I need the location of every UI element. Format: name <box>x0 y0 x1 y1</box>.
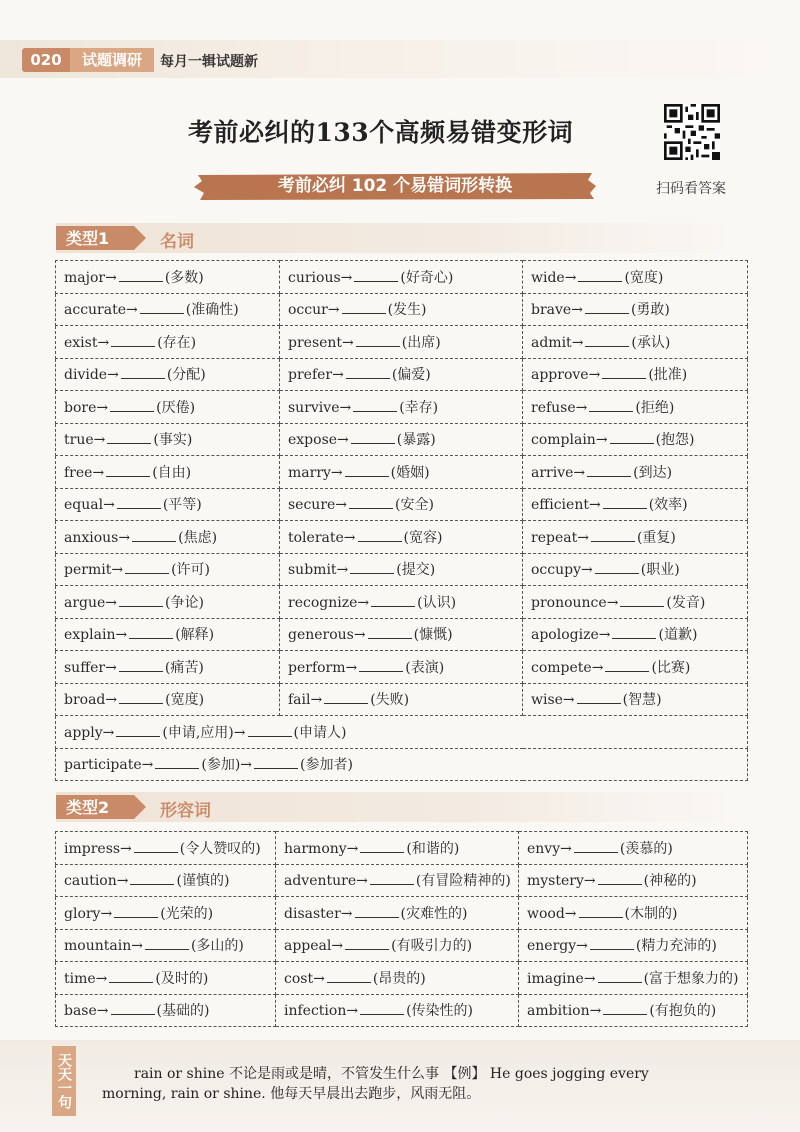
table-row <box>56 358 748 391</box>
base-word: wide→ <box>531 269 577 286</box>
meaning-hint: (分配) <box>166 367 206 384</box>
word-cell <box>523 618 748 651</box>
qr-code-icon[interactable] <box>664 104 720 160</box>
base-word: major→ <box>64 269 117 286</box>
base-word: ambition→ <box>527 1003 602 1020</box>
table-row-wide <box>56 748 748 781</box>
word-cell <box>280 423 523 456</box>
word-cell <box>280 391 523 424</box>
type2-tag: 类型2 <box>66 798 110 817</box>
answer-blank[interactable] <box>587 464 631 477</box>
answer-blank[interactable] <box>111 334 155 347</box>
base-word: disaster→ <box>284 905 353 922</box>
word-cell <box>56 391 280 424</box>
base-word: refuse→ <box>531 399 588 416</box>
answer-blank[interactable] <box>603 1002 647 1015</box>
base-word: recognize→ <box>288 594 370 611</box>
answer-blank[interactable] <box>577 691 621 704</box>
answer-blank[interactable] <box>111 1002 155 1015</box>
base-word: apologize→ <box>531 627 611 644</box>
meaning-hint: (谨慎的) <box>176 873 230 890</box>
answer-blank[interactable] <box>110 399 154 412</box>
base-word: time→ <box>64 970 108 987</box>
answer-blank[interactable] <box>590 937 634 950</box>
word-cell <box>519 864 748 897</box>
meaning-hint: (慷慨) <box>413 627 453 644</box>
word-cell <box>56 423 280 456</box>
table-row <box>56 423 748 456</box>
base-word: bore→ <box>64 399 109 416</box>
base-word: harmony→ <box>284 840 359 857</box>
base-word: cost→ <box>284 970 325 987</box>
meaning-hint: (神秘的) <box>643 873 697 890</box>
answer-blank[interactable] <box>605 659 649 672</box>
word-cell <box>56 488 280 521</box>
base-word: present→ <box>288 334 354 351</box>
qr-caption: 扫码看答案 <box>656 181 726 197</box>
meaning-hint: (发生) <box>387 302 427 319</box>
meaning-hint: (参加)→ <box>201 757 253 774</box>
base-word: imagine→ <box>527 970 596 987</box>
answer-blank[interactable] <box>360 840 404 853</box>
base-word: mountain→ <box>64 938 143 955</box>
word-cell <box>56 832 276 865</box>
base-word: apply→ <box>64 724 115 741</box>
base-word: wise→ <box>531 692 575 709</box>
answer-blank[interactable] <box>353 399 397 412</box>
base-word: true→ <box>64 432 106 449</box>
word-cell <box>523 521 748 554</box>
table-row <box>56 261 748 294</box>
word-cell <box>523 261 748 294</box>
table-row <box>56 864 748 897</box>
answer-blank[interactable] <box>358 529 402 542</box>
meaning-hint: (灾难性的) <box>400 905 468 922</box>
base-word: envy→ <box>527 840 572 857</box>
meaning-hint: (发音) <box>666 594 706 611</box>
meaning-hint: (和谐的) <box>406 840 460 857</box>
meaning-hint: (好奇心) <box>400 269 454 286</box>
answer-blank[interactable] <box>145 937 189 950</box>
answer-blank[interactable] <box>359 659 403 672</box>
answer-blank[interactable] <box>368 626 412 639</box>
word-cell <box>523 423 748 456</box>
base-word: energy→ <box>527 938 588 955</box>
word-cell <box>56 651 280 684</box>
meaning-hint: (富于想象力的) <box>643 970 739 987</box>
table-row <box>56 521 748 554</box>
answer-blank[interactable] <box>119 594 163 607</box>
table-row <box>56 391 748 424</box>
word-cell <box>56 456 280 489</box>
word-cell <box>523 488 748 521</box>
answer-blank[interactable] <box>370 872 414 885</box>
table-row <box>56 586 748 619</box>
example-text: He goes jogging every morning, rain or shine. 他每天早晨出去跑步，风雨无阻。 <box>102 1066 649 1102</box>
base-word: participate→ <box>64 757 154 774</box>
table-row <box>56 456 748 489</box>
answer-blank[interactable] <box>585 301 629 314</box>
base-word: impress→ <box>64 840 132 857</box>
meaning-hint: (幸存) <box>399 399 439 416</box>
base-word: appeal→ <box>284 938 344 955</box>
word-cell <box>519 897 748 930</box>
footer-side-label: 天天一句 <box>52 1046 76 1116</box>
meaning-hint: (多数) <box>164 269 204 286</box>
meaning-hint: (申请,应用)→ <box>162 724 246 741</box>
answer-blank[interactable] <box>591 529 635 542</box>
daily-phrase <box>102 1064 712 1104</box>
meaning-hint: (痛苦) <box>164 659 204 676</box>
answer-blank[interactable] <box>254 756 298 769</box>
meaning-hint: (失败) <box>370 692 410 709</box>
answer-blank[interactable] <box>116 724 160 737</box>
answer-blank[interactable] <box>327 970 371 983</box>
word-cell <box>56 293 280 326</box>
word-cell <box>276 962 519 995</box>
word-cell <box>56 962 276 995</box>
answer-blank[interactable] <box>610 431 654 444</box>
answer-blank[interactable] <box>155 756 199 769</box>
meaning-hint: (厌倦) <box>156 399 196 416</box>
meaning-hint: (及时的) <box>155 970 209 987</box>
word-cell <box>280 326 523 359</box>
word-cell <box>280 456 523 489</box>
meaning-hint: (批准) <box>648 367 688 384</box>
base-word: arrive→ <box>531 464 586 481</box>
base-word: fail→ <box>288 692 323 709</box>
meaning-hint: (光荣的) <box>160 905 214 922</box>
meaning-hint: (勇敢) <box>630 302 670 319</box>
answer-blank[interactable] <box>121 366 165 379</box>
answer-blank[interactable] <box>578 269 622 282</box>
base-word: admit→ <box>531 334 584 351</box>
table-row <box>56 618 748 651</box>
answer-blank[interactable] <box>129 626 173 639</box>
base-word: adventure→ <box>284 873 368 890</box>
word-cell <box>523 651 748 684</box>
word-cell <box>519 832 748 865</box>
base-word: prefer→ <box>288 367 344 384</box>
meaning-hint: (木制的) <box>624 905 678 922</box>
meaning-hint: (解释) <box>175 627 215 644</box>
answer-blank[interactable] <box>356 334 400 347</box>
meaning-hint: (认识) <box>417 594 457 611</box>
answer-blank[interactable] <box>360 1002 404 1015</box>
base-word: approve→ <box>531 367 601 384</box>
meaning-hint: (拒绝) <box>635 399 675 416</box>
answer-blank[interactable] <box>351 431 395 444</box>
meaning-hint: (参加者) <box>300 757 353 774</box>
meaning-hint: (暴露) <box>396 432 436 449</box>
base-word: mystery→ <box>527 873 596 890</box>
meaning-hint: (许可) <box>171 562 210 579</box>
answer-blank[interactable] <box>579 905 623 918</box>
base-word: repeat→ <box>531 529 589 546</box>
answer-blank[interactable] <box>350 561 394 574</box>
meaning-hint: (平等) <box>162 497 202 514</box>
word-cell <box>280 683 523 716</box>
base-word: broad→ <box>64 692 118 709</box>
table-row <box>56 897 748 930</box>
word-cell <box>280 553 523 586</box>
answer-blank[interactable] <box>324 691 368 704</box>
answer-blank[interactable] <box>602 366 646 379</box>
meaning-hint: (多山的) <box>190 938 244 955</box>
meaning-hint: (偏爱) <box>391 367 431 384</box>
meaning-hint: (传染性的) <box>406 1003 474 1020</box>
answer-blank[interactable] <box>132 529 176 542</box>
answer-blank[interactable] <box>595 561 639 574</box>
word-cell <box>523 391 748 424</box>
word-cell <box>276 832 519 865</box>
table-row <box>56 832 748 865</box>
meaning-hint: (效率) <box>648 497 688 514</box>
word-cell <box>280 521 523 554</box>
meaning-hint: (存在) <box>157 334 197 351</box>
word-cell <box>276 929 519 962</box>
word-cell <box>523 683 748 716</box>
base-word: free→ <box>64 464 105 481</box>
meaning-hint: (令人赞叹的) <box>179 840 261 857</box>
meaning-hint: (有吸引力的) <box>391 938 473 955</box>
word-cell <box>56 326 280 359</box>
word-cell <box>56 586 280 619</box>
answer-blank[interactable] <box>345 937 389 950</box>
answer-blank[interactable] <box>125 561 169 574</box>
table-row-wide <box>56 716 748 749</box>
section-label: 试题调研 <box>70 48 154 72</box>
answer-blank[interactable] <box>107 431 151 444</box>
word-cell <box>523 456 748 489</box>
base-word: divide→ <box>64 367 119 384</box>
base-word: tolerate→ <box>288 529 356 546</box>
table-row <box>56 962 748 995</box>
word-cell <box>280 261 523 294</box>
base-word: wood→ <box>527 905 577 922</box>
word-cell <box>56 716 748 749</box>
meaning-hint: (宽容) <box>403 529 443 546</box>
series-title: 每月一辑试题新 <box>160 54 258 70</box>
table-row <box>56 553 748 586</box>
word-cell <box>523 326 748 359</box>
answer-blank[interactable] <box>603 496 647 509</box>
base-word: suffer→ <box>64 659 117 676</box>
answer-blank[interactable] <box>130 872 174 885</box>
answer-blank[interactable] <box>354 269 398 282</box>
subtitle: 考前必纠 102 个易错词形转换 <box>277 176 513 196</box>
answer-blank[interactable] <box>574 840 618 853</box>
word-cell <box>56 864 276 897</box>
base-word: generous→ <box>288 627 366 644</box>
meaning-hint: (职业) <box>640 562 680 579</box>
base-word: exist→ <box>64 334 110 351</box>
answer-blank[interactable] <box>119 691 163 704</box>
base-word: expose→ <box>288 432 349 449</box>
word-cell <box>523 553 748 586</box>
answer-blank[interactable] <box>114 905 158 918</box>
type2-table <box>55 831 748 1027</box>
word-cell <box>523 586 748 619</box>
word-cell <box>56 553 280 586</box>
meaning-hint: (承认) <box>631 334 671 351</box>
answer-blank[interactable] <box>612 626 656 639</box>
answer-blank[interactable] <box>589 399 633 412</box>
word-cell <box>56 929 276 962</box>
word-cell <box>280 618 523 651</box>
base-word: complain→ <box>531 432 608 449</box>
meaning-hint: (申请人) <box>293 724 347 741</box>
answer-blank[interactable] <box>355 905 399 918</box>
base-word: curious→ <box>288 269 353 286</box>
meaning-hint: (基础的) <box>156 1003 210 1020</box>
type1-table <box>55 260 748 781</box>
meaning-hint: (宽度) <box>624 269 664 286</box>
answer-blank[interactable] <box>119 269 163 282</box>
base-word: equal→ <box>64 497 115 514</box>
base-word: compete→ <box>531 659 604 676</box>
word-cell <box>56 521 280 554</box>
meaning-hint: (安全) <box>395 497 434 514</box>
meaning-hint: (羡慕的) <box>619 840 673 857</box>
type1-header <box>56 223 746 253</box>
meaning-hint: (焦虑) <box>178 529 218 546</box>
meaning-hint: (到达) <box>633 464 673 481</box>
word-cell <box>280 651 523 684</box>
meaning-hint: (智慧) <box>622 692 662 709</box>
answer-blank[interactable] <box>140 301 184 314</box>
answer-blank[interactable] <box>620 594 664 607</box>
base-word: argue→ <box>64 594 118 611</box>
word-cell <box>276 994 519 1027</box>
meaning-hint: (昂贵的) <box>372 970 426 987</box>
base-word: caution→ <box>64 873 129 890</box>
meaning-hint: (宽度) <box>165 692 205 709</box>
meaning-hint: (事实) <box>153 432 193 449</box>
base-word: submit→ <box>288 562 349 579</box>
meaning-hint: (自由) <box>152 464 192 481</box>
base-word: occupy→ <box>531 562 593 579</box>
answer-blank[interactable] <box>598 872 642 885</box>
type2-name: 形容词 <box>160 801 211 821</box>
word-cell <box>56 897 276 930</box>
answer-blank[interactable] <box>117 496 161 509</box>
answer-blank[interactable] <box>598 970 642 983</box>
table-row <box>56 929 748 962</box>
example-label: 【例】 <box>443 1066 486 1082</box>
base-word: explain→ <box>64 627 128 644</box>
answer-blank[interactable] <box>119 659 163 672</box>
base-word: anxious→ <box>64 529 131 546</box>
answer-blank[interactable] <box>345 464 389 477</box>
meaning-hint: (比赛) <box>651 659 691 676</box>
base-word: accurate→ <box>64 302 138 319</box>
base-word: pronounce→ <box>531 594 619 611</box>
word-cell <box>56 683 280 716</box>
table-row <box>56 651 748 684</box>
answer-blank[interactable] <box>371 594 415 607</box>
base-word: infection→ <box>284 1003 359 1020</box>
page-title: 考前必纠的133个高频易错变形词 <box>188 118 574 147</box>
meaning-hint: (有冒险精神的) <box>415 873 511 890</box>
answer-blank[interactable] <box>349 496 393 509</box>
word-cell <box>56 748 748 781</box>
word-cell <box>523 358 748 391</box>
base-word: secure→ <box>288 497 348 514</box>
answer-blank[interactable] <box>106 464 150 477</box>
answer-blank[interactable] <box>109 970 153 983</box>
base-word: base→ <box>64 1003 109 1020</box>
base-word: survive→ <box>288 399 352 416</box>
word-cell <box>280 488 523 521</box>
table-row <box>56 683 748 716</box>
meaning-hint: (有抱负的) <box>649 1003 717 1020</box>
answer-blank[interactable] <box>585 334 629 347</box>
base-word: brave→ <box>531 302 583 319</box>
word-cell <box>519 962 748 995</box>
word-cell <box>56 261 280 294</box>
meaning-hint: (抱怨) <box>655 432 695 449</box>
word-cell <box>280 586 523 619</box>
table-row <box>56 488 748 521</box>
meaning-hint: (重复) <box>636 529 676 546</box>
table-row <box>56 293 748 326</box>
word-cell <box>56 618 280 651</box>
table-row <box>56 994 748 1027</box>
word-cell <box>276 897 519 930</box>
type2-header <box>56 792 746 822</box>
type1-name: 名词 <box>160 232 194 252</box>
word-cell <box>523 293 748 326</box>
word-cell <box>56 358 280 391</box>
base-word: glory→ <box>64 905 113 922</box>
base-word: permit→ <box>64 562 124 579</box>
word-cell <box>280 293 523 326</box>
word-cell <box>519 929 748 962</box>
word-cell <box>280 358 523 391</box>
base-word: occur→ <box>288 302 340 319</box>
meaning-hint: (表演) <box>405 659 445 676</box>
type1-tag: 类型1 <box>66 229 110 248</box>
base-word: marry→ <box>288 464 343 481</box>
phrase-text: rain or shine 不论是雨或是晴，不管发生什么事 <box>134 1066 439 1082</box>
answer-blank[interactable] <box>346 366 390 379</box>
meaning-hint: (出席) <box>401 334 441 351</box>
base-word: perform→ <box>288 659 358 676</box>
meaning-hint: (道歉) <box>658 627 698 644</box>
table-row <box>56 326 748 359</box>
meaning-hint: (准确性) <box>185 302 239 319</box>
word-cell <box>519 994 748 1027</box>
meaning-hint: (争论) <box>165 594 204 611</box>
answer-blank[interactable] <box>248 724 292 737</box>
meaning-hint: (提交) <box>396 562 436 579</box>
page-number: 020 <box>22 48 70 72</box>
answer-blank[interactable] <box>342 301 386 314</box>
base-word: efficient→ <box>531 497 601 514</box>
answer-blank[interactable] <box>134 840 178 853</box>
meaning-hint: (婚姻) <box>390 464 430 481</box>
meaning-hint: (精力充沛的) <box>635 938 717 955</box>
word-cell <box>276 864 519 897</box>
word-cell <box>56 994 276 1027</box>
